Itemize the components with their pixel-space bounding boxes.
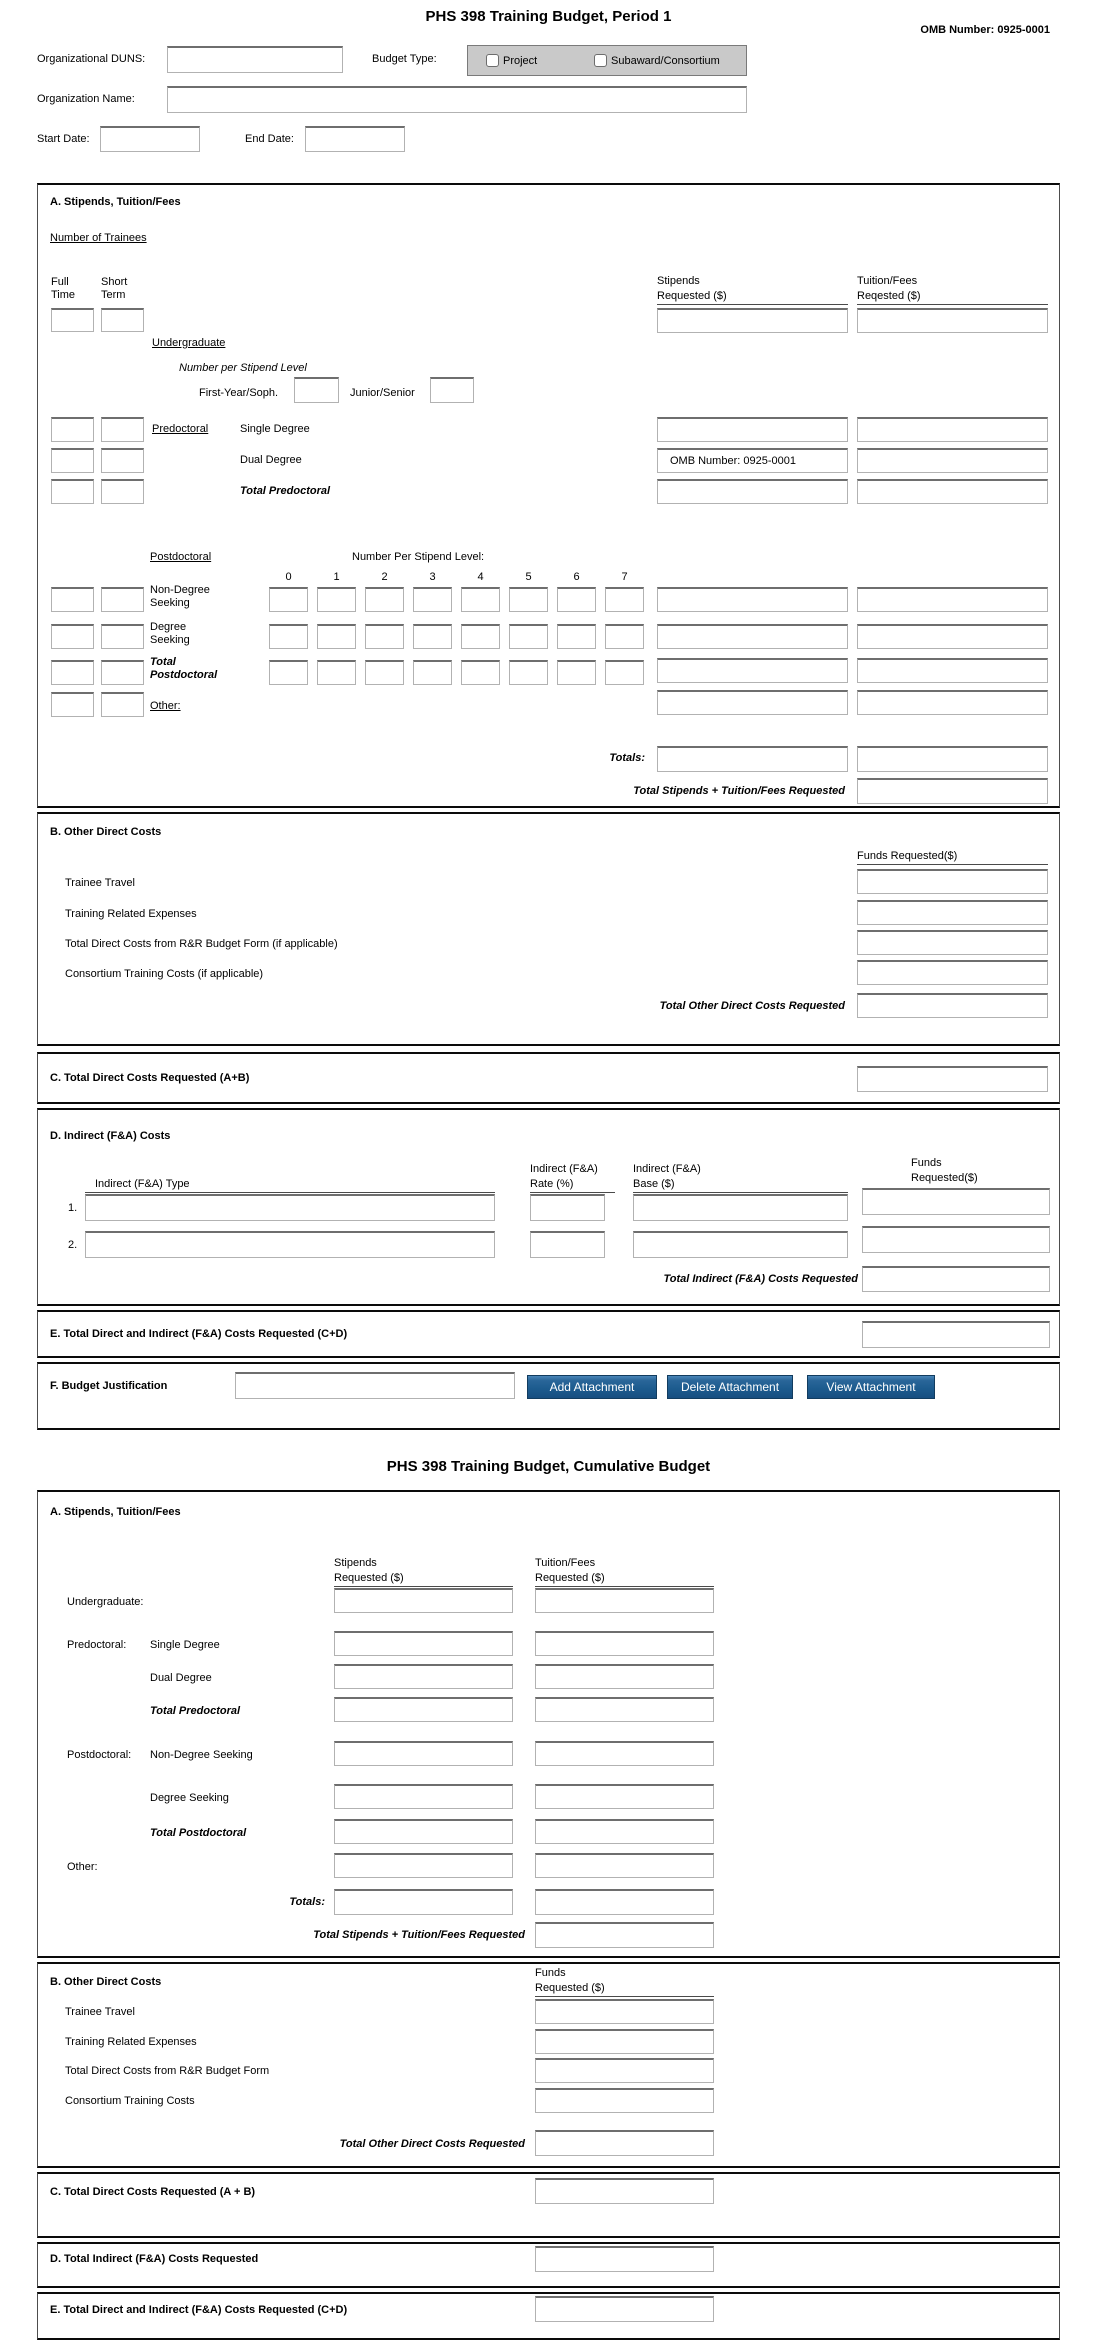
stipend-level-box[interactable] xyxy=(317,587,356,612)
indirect-row2-number: 2. xyxy=(68,1239,78,1251)
indirect-rate-header xyxy=(530,1159,615,1193)
cum-predoc-dual-stipends-input[interactable] xyxy=(334,1664,513,1689)
stipend-level-box[interactable] xyxy=(509,587,548,612)
indirect-type-1-input[interactable] xyxy=(85,1194,495,1221)
stipend-level-box[interactable] xyxy=(413,660,452,685)
cum-c-title: C. Total Direct Costs Requested (A + B) xyxy=(50,2186,256,2198)
cum-consortium-costs-input[interactable] xyxy=(535,2088,714,2113)
indirect-rate-line1: Indirect (F&A) xyxy=(530,1163,598,1175)
cum-predoc-single-stipends-input[interactable] xyxy=(334,1631,513,1656)
nondeg-shortterm-count[interactable] xyxy=(101,587,144,612)
stipend-level-box[interactable] xyxy=(317,660,356,685)
stipend-level-box[interactable] xyxy=(605,624,644,649)
cum-total-postdoctoral-label: Total Postdoctoral xyxy=(150,1827,247,1839)
total-predoc-tuition-input[interactable] xyxy=(857,479,1048,504)
deg-stipends-input[interactable] xyxy=(657,624,848,649)
undergraduate-label: Undergraduate xyxy=(152,337,226,349)
stipend-level-5: 5 xyxy=(525,571,532,583)
cum-grand-total-label: Total Stipends + Tuition/Fees Requested xyxy=(313,1929,525,1941)
deg-tuition-input[interactable] xyxy=(857,624,1048,649)
cum-dual-degree-label: Dual Degree xyxy=(150,1672,212,1684)
stipend-level-box[interactable] xyxy=(365,624,404,649)
cum-undergraduate-label: Undergraduate: xyxy=(67,1596,144,1608)
predoc-dual-fulltime-count[interactable] xyxy=(51,448,94,473)
stipend-level-box[interactable] xyxy=(317,624,356,649)
cum-tuition-line2: Requested ($) xyxy=(535,1572,605,1584)
other-tuition-input[interactable] xyxy=(857,690,1048,715)
predoc-single-tuition-input[interactable] xyxy=(857,417,1048,442)
cum-totals-tuition-input[interactable] xyxy=(535,1889,714,1915)
degree-seeking-label: Degree Seeking xyxy=(150,621,190,646)
other-fulltime-count[interactable] xyxy=(51,692,94,717)
cum-deg-stipends-input[interactable] xyxy=(334,1784,513,1809)
cum-d-title: D. Total Indirect (F&A) Costs Requested xyxy=(50,2253,259,2265)
cum-funds-line2: Requested ($) xyxy=(535,1982,605,1994)
nondeg-tuition-input[interactable] xyxy=(857,587,1048,612)
cum-postdoctoral-label: Postdoctoral: xyxy=(67,1749,132,1761)
tuition-header-line2: Reqested ($) xyxy=(857,290,921,302)
stipend-level-box[interactable] xyxy=(557,587,596,612)
section-e-title: E. Total Direct and Indirect (F&A) Costs Requested (C+D) xyxy=(50,1328,348,1340)
other-shortterm-count[interactable] xyxy=(101,692,144,717)
cum-tuition-line1: Tuition/Fees xyxy=(535,1557,596,1569)
start-date-input[interactable] xyxy=(100,126,200,152)
stipend-level-box[interactable] xyxy=(413,624,452,649)
other-stipends-input[interactable] xyxy=(657,690,848,715)
predoc-single-stipends-input[interactable] xyxy=(657,417,848,442)
total-predoc-fulltime-count[interactable] xyxy=(51,479,94,504)
cum-rr-budget-costs-label: Total Direct Costs from R&R Budget Form xyxy=(65,2065,270,2077)
deg-fulltime-count[interactable] xyxy=(51,624,94,649)
cum-consortium-costs-label: Consortium Training Costs xyxy=(65,2095,195,2107)
total-direct-indirect-input[interactable] xyxy=(862,1321,1050,1348)
undergrad-fulltime-count[interactable] xyxy=(51,308,94,332)
project-checkbox-label: Project xyxy=(503,55,538,67)
total-other-direct-label: Total Other Direct Costs Requested xyxy=(659,1000,845,1012)
total-postdoctoral-label: Total Postdoctoral xyxy=(150,656,218,681)
total-postdoc-fulltime-count[interactable] xyxy=(51,660,94,685)
indirect-type-header-line: Indirect (F&A) Type xyxy=(95,1178,190,1190)
org-name-input[interactable] xyxy=(167,86,747,113)
predoc-single-shortterm-count[interactable] xyxy=(101,417,144,442)
stipend-level-box[interactable] xyxy=(365,660,404,685)
indirect-rate-line2: Rate (%) xyxy=(530,1178,574,1190)
totals-tuition-input[interactable] xyxy=(857,746,1048,772)
subaward-consortium-label: Subaward/Consortium xyxy=(611,55,720,67)
total-predoc-stipends-input[interactable] xyxy=(657,479,848,504)
org-name-label: Organization Name: xyxy=(37,93,135,105)
stipend-level-box[interactable] xyxy=(269,587,308,612)
indirect-rate-1-input[interactable] xyxy=(530,1194,605,1221)
cum-single-degree-label: Single Degree xyxy=(150,1639,220,1651)
total-postdoc-stipends-input[interactable] xyxy=(657,658,848,683)
section-d-title: D. Indirect (F&A) Costs xyxy=(50,1130,171,1142)
stipend-level-2: 2 xyxy=(381,571,388,583)
nondeg-stipends-input[interactable] xyxy=(657,587,848,612)
cum-trainee-travel-label: Trainee Travel xyxy=(65,2006,135,2018)
indirect-type-header xyxy=(85,1176,495,1193)
budget-type-label: Budget Type: xyxy=(372,53,437,65)
budget-type-group xyxy=(467,45,747,76)
cum-predoc-dual-tuition-input[interactable] xyxy=(535,1664,714,1689)
consortium-costs-label: Consortium Training Costs (if applicable) xyxy=(65,968,264,980)
cum-total-other-direct-label: Total Other Direct Costs Requested xyxy=(339,2138,525,2150)
total-postdoc-tuition-input[interactable] xyxy=(857,658,1048,683)
section-b-title: B. Other Direct Costs xyxy=(50,826,162,838)
rr-budget-costs-input[interactable] xyxy=(857,930,1048,955)
stipend-level-box[interactable] xyxy=(557,624,596,649)
total-postdoc-shortterm-count[interactable] xyxy=(101,660,144,685)
cum-b-title: B. Other Direct Costs xyxy=(50,1976,162,1988)
trainee-travel-input[interactable] xyxy=(857,869,1048,894)
undergrad-tuition-input[interactable] xyxy=(857,308,1048,333)
indirect-base-2-input[interactable] xyxy=(633,1231,848,1258)
end-date-label: End Date: xyxy=(245,133,294,145)
stipend-level-box[interactable] xyxy=(269,660,308,685)
predoc-dual-stipends-box[interactable]: OMB Number: 0925-0001 xyxy=(657,448,848,473)
cum-non-degree-label: Non-Degree Seeking xyxy=(150,1749,253,1761)
cum-deg-tuition-input[interactable] xyxy=(535,1784,714,1809)
view-attachment-button[interactable]: View Attachment xyxy=(807,1375,935,1399)
single-degree-label: Single Degree xyxy=(240,423,310,435)
stipend-level-box[interactable] xyxy=(605,587,644,612)
duns-input[interactable] xyxy=(167,46,343,73)
cum-total-other-direct-input[interactable] xyxy=(535,2130,714,2156)
indirect-funds-2-input[interactable] xyxy=(862,1226,1050,1253)
indirect-funds-header xyxy=(911,1152,1048,1186)
cum-total-indirect-input[interactable] xyxy=(535,2246,714,2272)
first-year-soph-label: First-Year/Soph. xyxy=(199,387,279,399)
indirect-funds-line2: Requested($) xyxy=(911,1172,978,1184)
cum-totals-stipends-input[interactable] xyxy=(334,1889,513,1915)
funds-requested-header xyxy=(857,848,1048,865)
cum-total-postdoc-tuition-input[interactable] xyxy=(535,1819,714,1844)
subaward-consortium-checkbox[interactable] xyxy=(594,54,607,67)
indirect-base-line1: Indirect (F&A) xyxy=(633,1163,701,1175)
total-predoctoral-label: Total Predoctoral xyxy=(240,485,331,497)
cum-training-expenses-input[interactable] xyxy=(535,2029,714,2054)
stipend-level-box[interactable] xyxy=(461,660,500,685)
training-expenses-label: Training Related Expenses xyxy=(65,908,197,920)
cum-total-direct-costs-input[interactable] xyxy=(535,2178,714,2204)
first-year-soph-input[interactable] xyxy=(294,377,339,403)
cum-tuition-header xyxy=(535,1550,714,1587)
short-term-header: Short Term xyxy=(101,276,128,301)
totals-stipends-input[interactable] xyxy=(657,746,848,772)
nondeg-fulltime-count[interactable] xyxy=(51,587,94,612)
cum-other-stipends-input[interactable] xyxy=(334,1853,513,1878)
cum-trainee-travel-input[interactable] xyxy=(535,1999,714,2024)
stipend-level-box[interactable] xyxy=(509,624,548,649)
cum-stipends-line2: Requested ($) xyxy=(334,1572,404,1584)
predoc-dual-shortterm-count[interactable] xyxy=(101,448,144,473)
stipend-level-box[interactable] xyxy=(413,587,452,612)
cum-funds-header xyxy=(535,1962,714,1997)
cum-nondeg-stipends-input[interactable] xyxy=(334,1741,513,1766)
indirect-funds-line1: Funds xyxy=(911,1157,942,1169)
cum-stipends-line1: Stipends xyxy=(334,1557,377,1569)
predoctoral-label: Predoctoral xyxy=(152,423,209,435)
total-other-direct-input[interactable] xyxy=(857,993,1048,1018)
junior-senior-input[interactable] xyxy=(430,377,474,403)
stipend-level-box[interactable] xyxy=(605,660,644,685)
indirect-type-2-input[interactable] xyxy=(85,1231,495,1258)
stipend-level-7: 7 xyxy=(621,571,628,583)
total-indirect-input[interactable] xyxy=(862,1266,1050,1292)
number-of-trainees-label: Number of Trainees xyxy=(50,232,147,244)
undergrad-shortterm-count[interactable] xyxy=(101,308,144,332)
budget-justification-input[interactable] xyxy=(235,1372,515,1399)
cum-predoctoral-label: Predoctoral: xyxy=(67,1639,127,1651)
predoc-dual-tuition-input[interactable] xyxy=(857,448,1048,473)
section-f-title: F. Budget Justification xyxy=(50,1380,168,1392)
cum-other-label: Other: xyxy=(67,1861,98,1873)
stipend-level-box[interactable] xyxy=(461,624,500,649)
tuition-reqested-header xyxy=(857,271,1048,305)
cum-total-direct-indirect-input[interactable] xyxy=(535,2296,714,2322)
cum-rr-budget-costs-input[interactable] xyxy=(535,2058,714,2083)
cum-total-predoc-stipends-input[interactable] xyxy=(334,1697,513,1722)
indirect-base-1-input[interactable] xyxy=(633,1194,848,1221)
indirect-funds-1-input[interactable] xyxy=(862,1188,1050,1215)
total-indirect-label: Total Indirect (F&A) Costs Requested xyxy=(663,1273,858,1285)
cum-total-predoc-tuition-input[interactable] xyxy=(535,1697,714,1722)
junior-senior-label: Junior/Senior xyxy=(350,387,415,399)
grand-total-label: Total Stipends + Tuition/Fees Requested xyxy=(633,785,845,797)
cum-degree-seeking-label: Degree Seeking xyxy=(150,1792,229,1804)
full-time-header: Full Time xyxy=(51,276,76,301)
cum-totals-label: Totals: xyxy=(289,1896,325,1908)
stipend-level-box[interactable] xyxy=(557,660,596,685)
cum-undergrad-stipends-input[interactable] xyxy=(334,1588,513,1613)
stipend-level-box[interactable] xyxy=(509,660,548,685)
non-degree-seeking-label: Non-Degree Seeking xyxy=(150,584,210,609)
total-predoc-shortterm-count[interactable] xyxy=(101,479,144,504)
predoc-single-fulltime-count[interactable] xyxy=(51,417,94,442)
stipend-level-box[interactable] xyxy=(365,587,404,612)
stipends-requested-header xyxy=(657,271,848,305)
end-date-input[interactable] xyxy=(305,126,405,152)
postdoc-per-stipend-level-header: Number Per Stipend Level: xyxy=(352,551,485,563)
funds-header-line: Funds Requested($) xyxy=(857,850,958,862)
section-a-title: A. Stipends, Tuition/Fees xyxy=(50,196,181,208)
postdoctoral-label: Postdoctoral xyxy=(150,551,212,563)
consortium-costs-input[interactable] xyxy=(857,960,1048,985)
stipends-header-line1: Stipends xyxy=(657,275,700,287)
indirect-row1-number: 1. xyxy=(68,1202,78,1214)
duns-label: Organizational DUNS: xyxy=(37,53,146,65)
undergrad-per-stipend-level-label: Number per Stipend Level xyxy=(179,362,307,374)
cum-total-predoctoral-label: Total Predoctoral xyxy=(150,1705,241,1717)
stipend-level-1: 1 xyxy=(333,571,340,583)
section-c-title: C. Total Direct Costs Requested (A+B) xyxy=(50,1072,250,1084)
start-date-label: Start Date: xyxy=(37,133,90,145)
cumulative-title: PHS 398 Training Budget, Cumulative Budget xyxy=(386,1458,711,1475)
stipends-header-line2: Requested ($) xyxy=(657,290,727,302)
dual-degree-label: Dual Degree xyxy=(240,454,302,466)
stipend-level-box[interactable] xyxy=(461,587,500,612)
cum-a-title: A. Stipends, Tuition/Fees xyxy=(50,1506,181,1518)
cum-total-postdoc-stipends-input[interactable] xyxy=(334,1819,513,1844)
other-label: Other: xyxy=(150,700,181,712)
stipend-level-4: 4 xyxy=(477,571,484,583)
cum-e-title: E. Total Direct and Indirect (F&A) Costs Requested (C+D) xyxy=(50,2304,348,2316)
grand-total-input[interactable] xyxy=(857,778,1048,804)
stipend-level-6: 6 xyxy=(573,571,580,583)
indirect-rate-2-input[interactable] xyxy=(530,1231,605,1258)
omb-number: OMB Number: 0925-0001 xyxy=(920,24,1050,36)
training-expenses-input[interactable] xyxy=(857,900,1048,925)
cum-stipends-header xyxy=(334,1550,513,1587)
tuition-header-line1: Tuition/Fees xyxy=(857,275,918,287)
period1-title: PHS 398 Training Budget, Period 1 xyxy=(425,8,672,25)
deg-shortterm-count[interactable] xyxy=(101,624,144,649)
cum-other-tuition-input[interactable] xyxy=(535,1853,714,1878)
indirect-base-line2: Base ($) xyxy=(633,1178,675,1190)
indirect-base-header xyxy=(633,1159,848,1193)
cum-predoc-single-tuition-input[interactable] xyxy=(535,1631,714,1656)
project-checkbox[interactable] xyxy=(486,54,499,67)
cum-funds-line1: Funds xyxy=(535,1967,566,1979)
trainee-travel-label: Trainee Travel xyxy=(65,877,135,889)
rr-budget-costs-label: Total Direct Costs from R&R Budget Form (if applicable) xyxy=(65,938,338,950)
total-direct-costs-input[interactable] xyxy=(857,1066,1048,1092)
stipend-level-0: 0 xyxy=(285,571,292,583)
stipend-level-box[interactable] xyxy=(269,624,308,649)
totals-label: Totals: xyxy=(609,752,645,764)
cum-training-expenses-label: Training Related Expenses xyxy=(65,2036,197,2048)
cum-nondeg-tuition-input[interactable] xyxy=(535,1741,714,1766)
cum-grand-total-input[interactable] xyxy=(535,1922,714,1948)
stipend-level-3: 3 xyxy=(429,571,436,583)
add-attachment-button[interactable]: Add Attachment xyxy=(527,1375,657,1399)
cum-undergrad-tuition-input[interactable] xyxy=(535,1588,714,1613)
delete-attachment-button[interactable]: Delete Attachment xyxy=(667,1375,793,1399)
undergrad-stipends-input[interactable] xyxy=(657,308,848,333)
